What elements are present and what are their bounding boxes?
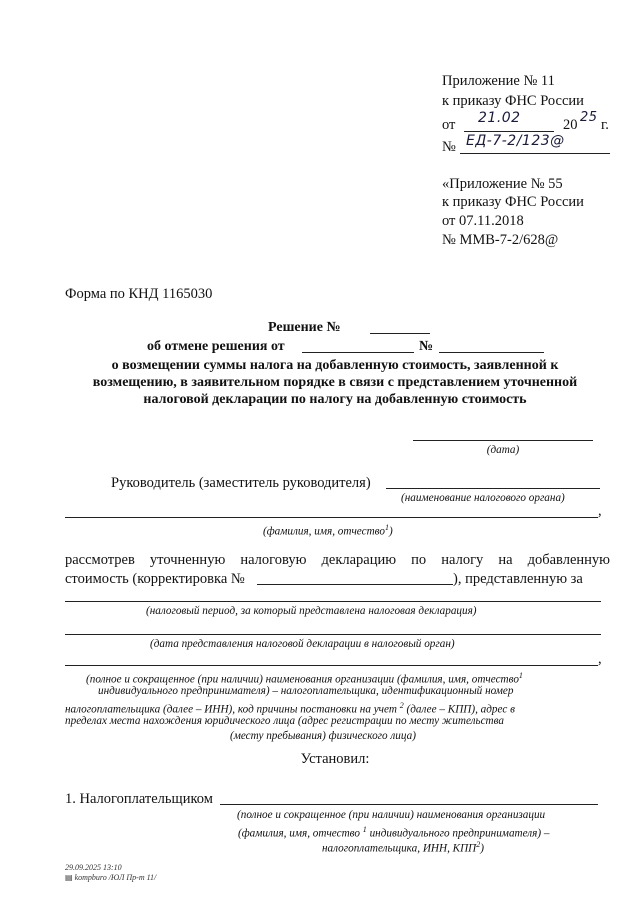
org-caption-line-1: (полное и сокращенное (при наличии) наименования организации (фамилия, имя, отчество$^1$	[86, 671, 523, 686]
annex-number-label: №	[442, 139, 456, 155]
annex-order-ref: к приказу ФНС России	[442, 93, 584, 109]
annex-date-underline	[464, 131, 554, 132]
taxpayer-comma: ,	[598, 651, 602, 667]
cancel-decision-label: об отмене решения от	[147, 339, 285, 354]
tax-authority-field[interactable]	[386, 488, 600, 489]
head-fio-comma: ,	[598, 503, 602, 519]
annex-title: Приложение № 11	[442, 73, 555, 89]
annex-year-prefix: 20	[563, 117, 578, 133]
tax-period-field[interactable]	[65, 601, 601, 602]
body-line-2-end: ), представленную за	[453, 571, 583, 587]
item-1-label: 1. Налогоплательщиком	[65, 791, 213, 807]
body-line-1: рассмотрев уточненную налоговую декларацию по налогу на добавленную	[65, 552, 610, 568]
cancel-decision-number-field[interactable]	[439, 352, 544, 353]
org-caption-line-3: налогоплательщика (далее – ИНН), код причины постановки на учет $^2$ (далее – КПП), адрес в	[65, 701, 515, 716]
title-line-5: налоговой декларации по налогу на добавленную стоимость	[143, 392, 527, 407]
annex-year-suffix: г.	[601, 117, 609, 133]
tax-authority-caption: (наименование налогового органа)	[401, 492, 565, 504]
org-caption-line-5: (месту пребывания) физического лица)	[230, 730, 416, 742]
annex-date-handwritten: 21.02	[478, 110, 521, 126]
quote-annex-title: «Приложение № 55	[442, 176, 563, 192]
established-heading: Установил:	[300, 751, 370, 767]
taxpayer-field[interactable]	[65, 665, 598, 666]
body-line-2-start: стоимость (корректировка №	[65, 571, 245, 587]
date-caption: (дата)	[486, 444, 520, 456]
submission-date-caption: (дата представления налоговой декларации в налоговый орган)	[150, 638, 455, 650]
cancel-decision-date-field[interactable]	[302, 352, 414, 353]
org-caption-line-2: индивидуального предпринимателя) – налогоплательщика, идентификационный номер	[98, 685, 514, 697]
head-fio-field[interactable]	[65, 517, 598, 518]
item-1-caption-line-1: (полное и сокращенное (при наличии) наименования организации	[237, 809, 546, 821]
form-code: Форма по КНД 1165030	[65, 286, 213, 302]
document-icon: ▤	[65, 873, 73, 882]
quote-annex-number: № ММВ-7-2/628@	[442, 232, 559, 248]
annex-number-underline	[460, 153, 610, 154]
head-label: Руководитель (заместитель руководителя)	[111, 475, 371, 491]
correction-number-field[interactable]	[257, 584, 453, 585]
cancel-decision-number-label: №	[419, 339, 434, 354]
head-fio-caption: (фамилия, имя, отчество$^1$)	[263, 523, 393, 538]
quote-annex-date: от 07.11.2018	[442, 213, 524, 229]
item-1-taxpayer-field[interactable]	[220, 804, 598, 805]
quote-annex-order: к приказу ФНС России	[442, 194, 584, 210]
item-1-caption-line-2: (фамилия, имя, отчество $^1$ индивидуального предпринимателя) –	[238, 825, 550, 840]
footer-timestamp: 29.09.2025 13:10	[65, 863, 122, 872]
decision-title: Решение №	[268, 320, 341, 335]
title-line-4: возмещению, в заявительном порядке в связи с представлением уточненной	[92, 375, 578, 390]
item-1-caption-line-3: налогоплательщика, ИНН, КПП$^2$)	[322, 840, 484, 855]
footer-user: ▤ kompburo /ЮЛ Пр-т 11/	[65, 873, 157, 882]
annex-number-handwritten: ЕД-7-2/123@	[466, 133, 565, 149]
org-caption-line-4: пределах места нахождения юридического лица (адрес регистрации по месту жительства	[65, 715, 505, 727]
decision-number-field[interactable]	[370, 333, 430, 334]
date-field[interactable]	[413, 440, 593, 441]
title-line-3: о возмещении суммы налога на добавленную стоимость, заявленной к	[111, 358, 559, 373]
submission-date-field[interactable]	[65, 634, 601, 635]
annex-date-label: от	[442, 117, 456, 133]
tax-period-caption: (налоговый период, за который представлена налоговая декларация)	[146, 605, 477, 617]
annex-year-handwritten: 25	[580, 110, 598, 125]
